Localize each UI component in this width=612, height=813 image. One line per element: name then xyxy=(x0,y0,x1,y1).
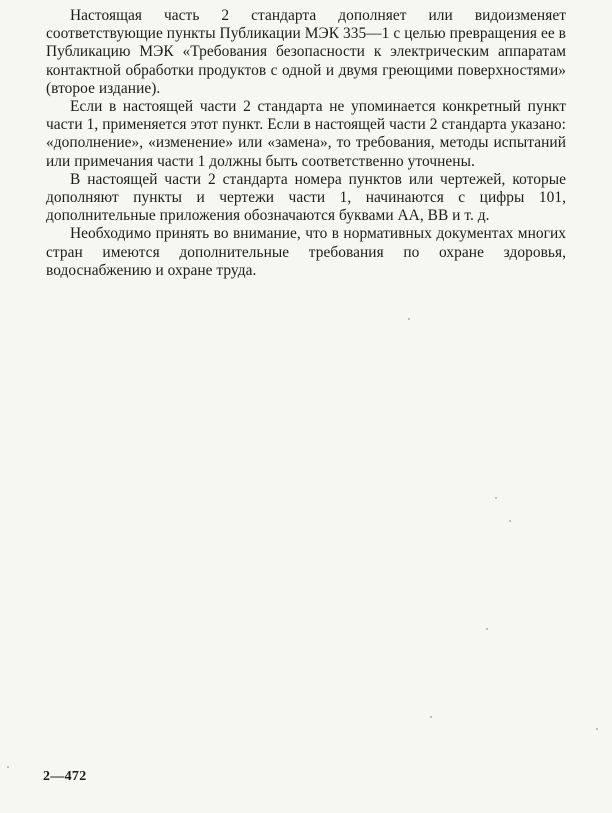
scan-speck xyxy=(596,728,598,730)
scan-speck xyxy=(509,520,511,522)
page-number: 2—472 xyxy=(43,769,87,784)
scan-speck xyxy=(495,497,497,499)
paragraph-numbering: В настоящей части 2 стандарта номера пунктов или чертежей, которые дополняют пункты и чертежи части 1, начинаются с цифры 101, дополнительные приложения обозначаются буквами АА, ВВ и т. д. xyxy=(46,170,566,225)
scan-speck xyxy=(408,318,410,320)
paragraph-national-requirements: Необходимо принять во внимание, что в нормативных документах многих стран имеются дополнительные требования по охране здоровья, водоснабжению и охране труда. xyxy=(46,225,566,279)
document-body xyxy=(46,7,566,280)
scan-speck xyxy=(486,628,488,630)
paragraph-applicability: Если в настоящей части 2 стандарта не упоминается конкретный пункт части 1, применяется этот пункт. Если в настоящей части 2 стандарта указано: «дополнение», «изменение» или «замена», то требования, методы испытаний или примечания части 1 должны быть соответственно уточнены. xyxy=(46,98,566,170)
scan-speck xyxy=(7,766,9,768)
scan-speck xyxy=(430,716,432,718)
paragraph-scope: Настоящая часть 2 стандарта дополняет или видоизменяет соответствующие пункты Публикации МЭК 335—1 с целью превращения ее в Публикацию МЭК «Требования безопасности к электрическим аппаратам контактной обработки продуктов с одной и двумя греющими поверхностями» (второе издание). xyxy=(46,7,566,97)
